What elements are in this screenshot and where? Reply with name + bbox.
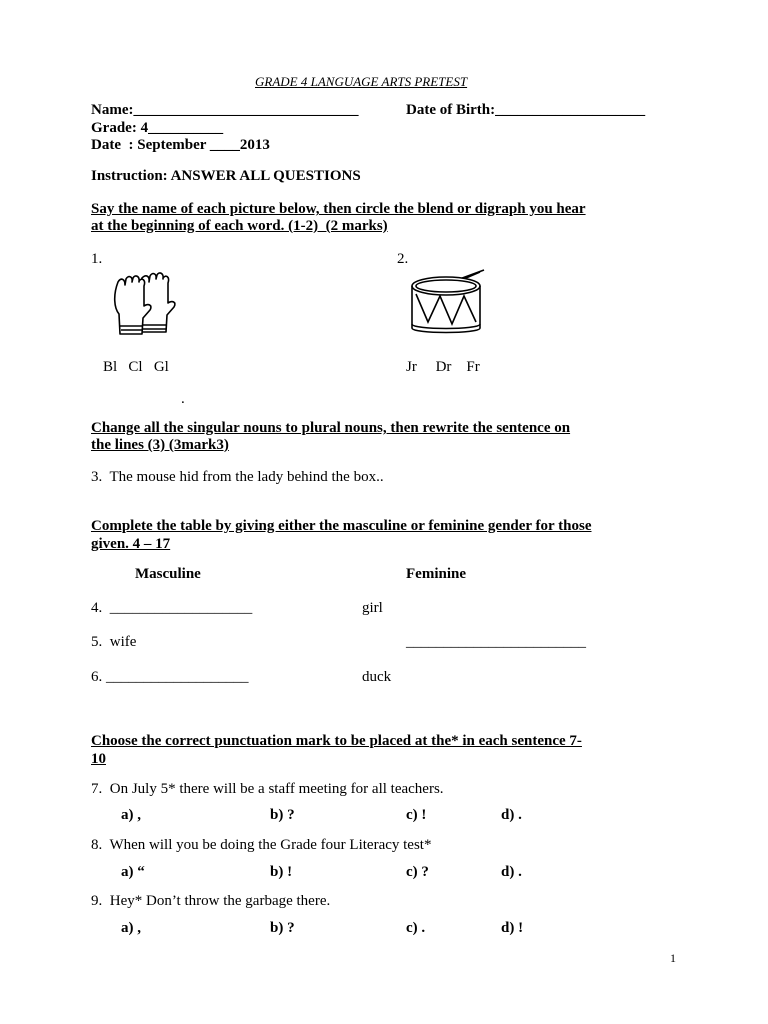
gender-row-4-left: 4. ___________________ (91, 600, 253, 616)
question-8-option-d: d) . (501, 864, 522, 880)
question-9: 9. Hey* Don’t throw the garbage there. (91, 893, 331, 909)
question-2-options: Jr Dr Fr (406, 359, 480, 375)
section3-heading-line2: given. 4 – 17 (91, 536, 171, 552)
question-7-option-b: b) ? (270, 807, 295, 823)
question-8: 8. When will you be doing the Grade four Literacy test* (91, 837, 432, 853)
gloves-icon (106, 270, 186, 340)
gender-row-5-left: 5. wife (91, 634, 137, 650)
section4-heading-line1: Choose the correct punctuation mark to be placed at the* in each sentence 7- (91, 733, 582, 749)
date-field: Date : September ____2013 (91, 137, 270, 153)
drum-icon (406, 268, 486, 340)
gender-row-6-left: 6. ___________________ (91, 669, 249, 685)
question-8-option-c: c) ? (406, 864, 429, 880)
question-7-option-d: d) . (501, 807, 522, 823)
gender-row-6-right: duck (362, 669, 392, 685)
question-9-option-c: c) . (406, 920, 426, 936)
section1-heading-line1: Say the name of each picture below, then circle the blend or digraph you hear (91, 201, 586, 217)
page-title: GRADE 4 LANGUAGE ARTS PRETEST (255, 74, 468, 89)
question-9-option-a: a) , (121, 920, 141, 936)
question-3: 3. The mouse hid from the lady behind the box.. (91, 469, 384, 485)
question-8-option-b: b) ! (270, 864, 293, 880)
question-2-number: 2. (397, 251, 409, 267)
column-header-feminine: Feminine (406, 566, 466, 582)
question-9-option-b: b) ? (270, 920, 295, 936)
question-7-option-c: c) ! (406, 807, 427, 823)
section2-heading-line1: Change all the singular nouns to plural nouns, then rewrite the sentence on (91, 420, 571, 436)
stray-mark: . (181, 391, 185, 407)
gender-row-5-right: ________________________ (406, 634, 586, 650)
question-1-options: Bl Cl Gl (103, 359, 169, 375)
column-header-masculine: Masculine (135, 566, 201, 582)
page-number: 1 (670, 951, 676, 965)
grade-field: Grade: 4__________ (91, 120, 224, 136)
question-9-option-d: d) ! (501, 920, 524, 936)
question-7-option-a: a) , (121, 807, 141, 823)
section2-heading-line2: the lines (3) (3mark3) (91, 437, 229, 453)
gender-row-4-right: girl (362, 600, 383, 616)
section3-heading-line1: Complete the table by giving either the masculine or feminine gender for those (91, 518, 592, 534)
question-8-option-a: a) “ (121, 864, 145, 880)
question-7: 7. On July 5* there will be a staff meeting for all teachers. (91, 781, 444, 797)
instruction: Instruction: ANSWER ALL QUESTIONS (91, 168, 361, 184)
date-of-birth-field: Date of Birth:____________________ (406, 102, 646, 118)
section4-heading-line2: 10 (91, 751, 106, 767)
name-field: Name:______________________________ (91, 102, 359, 118)
section1-heading-line2: at the beginning of each word. (1-2) (2 marks) (91, 218, 388, 234)
question-1-number: 1. (91, 251, 103, 267)
